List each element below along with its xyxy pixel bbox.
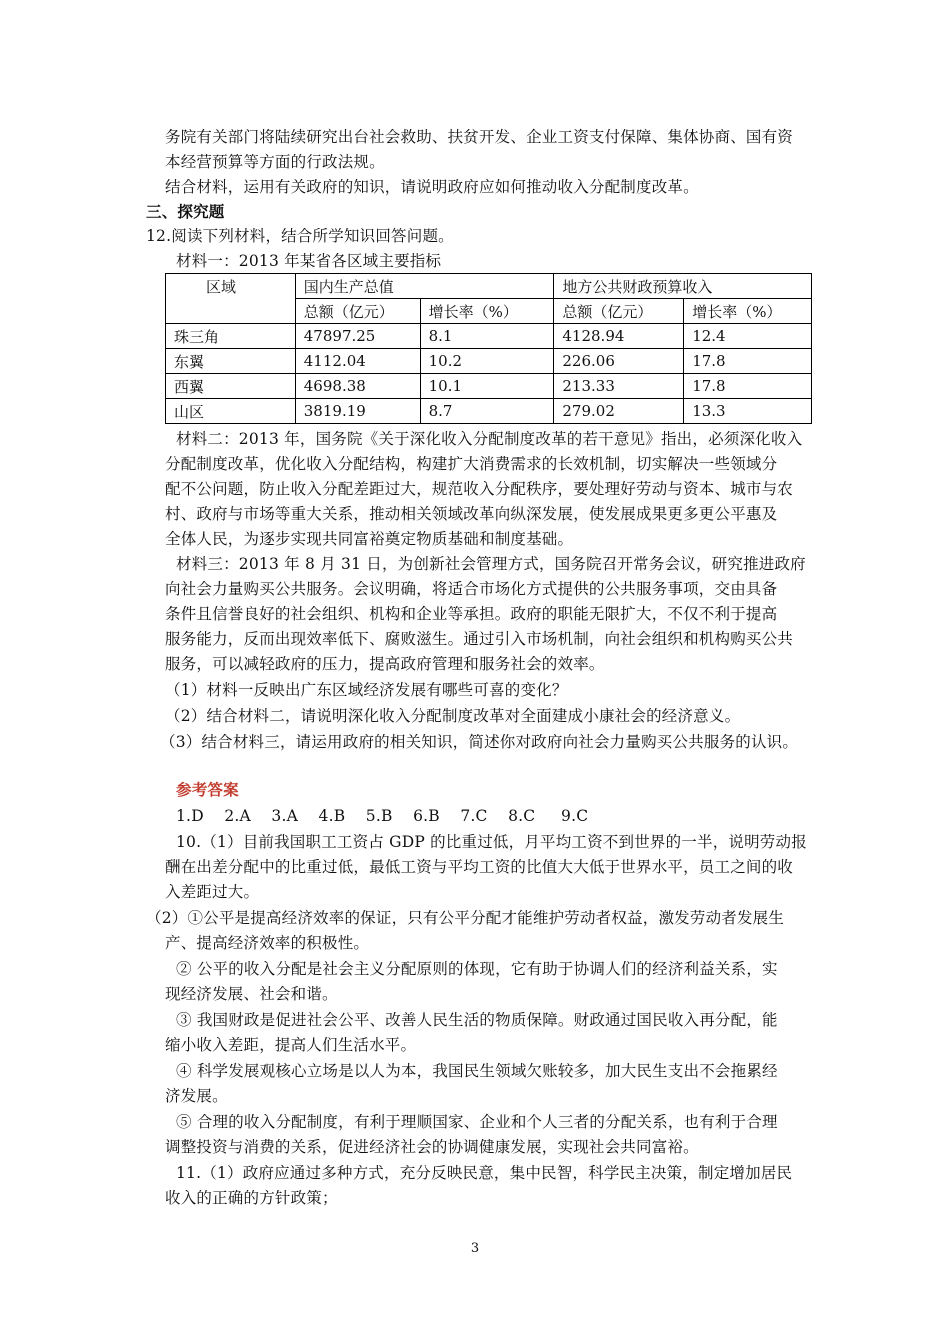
table-cell: 213.33 [554,374,684,399]
material-2-line: 村、政府与市场等重大关系，推动相关领域改革向纵深发展，使发展成果更多更公平惠及 [165,505,778,523]
material-3-line: 服务能力，反而出现效率低下、腐败滋生。通过引入市场机制，向社会组织和机构购买公共 [165,630,794,648]
table-cell: 东翼 [166,349,296,374]
answer-10-line: ④ 科学发展观核心立场是以人为本，我国民生领域欠账较多，加大民生支出不会拖累经 [176,1062,778,1080]
header-gdp-growth: 增长率（%） [420,299,554,324]
answer-10-line: 产、提高经济效率的积极性。 [165,934,370,952]
answer-10-line: ② 公平的收入分配是社会主义分配原则的体现，它有助于协调人们的经济利益关系，实 [176,960,778,978]
material-2-line: 全体人民，为逐步实现共同富裕奠定物质基础和制度基础。 [165,530,574,548]
table-cell: 4128.94 [554,324,684,349]
table-cell: 8.1 [420,324,554,349]
material-2-line: 分配制度改革，优化收入分配结构，构建扩大消费需求的长效机制，切实解决一些领域分 [165,455,778,473]
answer-10-line: 入差距过大。 [165,883,260,901]
answer-10-line: ⑤ 合理的收入分配制度，有利于理顺国家、企业和个人三者的分配关系，也有利于合理 [176,1113,778,1131]
answer-10-line: （2）①公平是提高经济效率的保证，只有公平分配才能维护劳动者权益，激发劳动者发展生 [146,909,785,927]
header-revenue-growth: 增长率（%） [684,299,812,324]
table-cell: 47897.25 [295,324,420,349]
paragraph-line: 务院有关部门将陆续研究出台社会救助、扶贫开发、企业工资支付保障、集体协商、国有资 [165,128,794,146]
table-cell: 17.8 [684,349,812,374]
table-row [166,324,812,349]
material-2-line: 配不公问题，防止收入分配差距过大，规范收入分配秩序，要处理好劳动与资本、城市与农 [165,480,794,498]
table-cell: 10.2 [420,349,554,374]
paragraph-line: 本经营预算等方面的行政法规。 [165,153,385,171]
material-3-line: 条件且信誉良好的社会组织、机构和企业等承担。政府的职能无限扩大，不仅不利于提高 [165,605,778,623]
table-cell: 226.06 [554,349,684,374]
header-region: 区域 [166,274,296,324]
table-cell: 17.8 [684,374,812,399]
header-revenue-total: 总额（亿元） [554,299,684,324]
answer-10-line: 10.（1）目前我国职工工资占 GDP 的比重过低，月平均工资不到世界的一半，说明劳动报 [176,833,807,851]
page-number: 3 [470,1241,480,1256]
header-gdp-total: 总额（亿元） [295,299,420,324]
table-row [166,399,812,424]
multiple-choice-answers: 1.D 2.A 3.A 4.B 5.B 6.B 7.C 8.C 9.C [176,807,589,825]
header-gdp: 国内生产总值 [295,274,554,299]
question-12-3: （3）结合材料三，请运用政府的相关知识，简述你对政府向社会力量购买公共服务的认识。 [160,733,799,751]
answer-10-line: ③ 我国财政是促进社会公平、改善人民生活的物质保障。财政通过国民收入再分配，能 [176,1011,778,1029]
table-cell: 13.3 [684,399,812,424]
header-revenue: 地方公共财政预算收入 [554,274,812,299]
table-row [166,374,812,399]
table-cell: 8.7 [420,399,554,424]
question-12-1: （1）材料一反映出广东区域经济发展有哪些可喜的变化？ [165,681,568,699]
answer-10-line: 济发展。 [165,1087,228,1105]
table-cell: 4698.38 [295,374,420,399]
table-row [166,349,812,374]
answer-10-line: 缩小收入差距，提高人们生活水平。 [165,1036,417,1054]
material-3-line: 服务，可以减轻政府的压力，提高政府管理和服务社会的效率。 [165,655,605,673]
answer-10-line: 酬在出差分配中的比重过低，最低工资与平均工资的比值大大低于世界水平，员工之间的收 [165,858,794,876]
answer-heading: 参考答案 [176,780,239,799]
answer-10-line: 调整投资与消费的关系，促进经济社会的协调健康发展，实现社会共同富裕。 [165,1138,699,1156]
question-12: 12.阅读下列材料，结合所学知识回答问题。 [146,227,454,245]
table-cell: 279.02 [554,399,684,424]
section-heading: 三、探究题 [146,202,225,221]
table-cell: 山区 [166,399,296,424]
material-3-line: 向社会力量购买公共服务。会议明确，将适合市场化方式提供的公共服务事项，交由具备 [165,580,778,598]
question-12-2: （2）结合材料二，请说明深化收入分配制度改革对全面建成小康社会的经济意义。 [165,707,741,725]
table-cell: 珠三角 [166,324,296,349]
paragraph-line: 结合材料，运用有关政府的知识，请说明政府应如何推动收入分配制度改革。 [165,178,699,196]
table-cell: 西翼 [166,374,296,399]
answer-11-line: 11.（1）政府应通过多种方式，充分反映民意，集中民智，科学民主决策，制定增加居民 [176,1164,793,1182]
region-indicators-table [165,273,812,424]
table-cell: 10.1 [420,374,554,399]
answer-11-line: 收入的正确的方针政策； [165,1189,338,1207]
table-cell: 12.4 [684,324,812,349]
material-2-line: 材料二：2013 年，国务院《关于深化收入分配制度改革的若干意见》指出，必须深化收入 [176,430,803,448]
table-cell: 4112.04 [295,349,420,374]
answer-10-line: 现经济发展、社会和谐。 [165,985,338,1003]
table-cell: 3819.19 [295,399,420,424]
material-3-line: 材料三：2013 年 8 月 31 日，为创新社会管理方式，国务院召开常务会议，研究推进政府 [176,555,806,573]
material-1-title: 材料一：2013 年某省各区域主要指标 [176,252,442,270]
